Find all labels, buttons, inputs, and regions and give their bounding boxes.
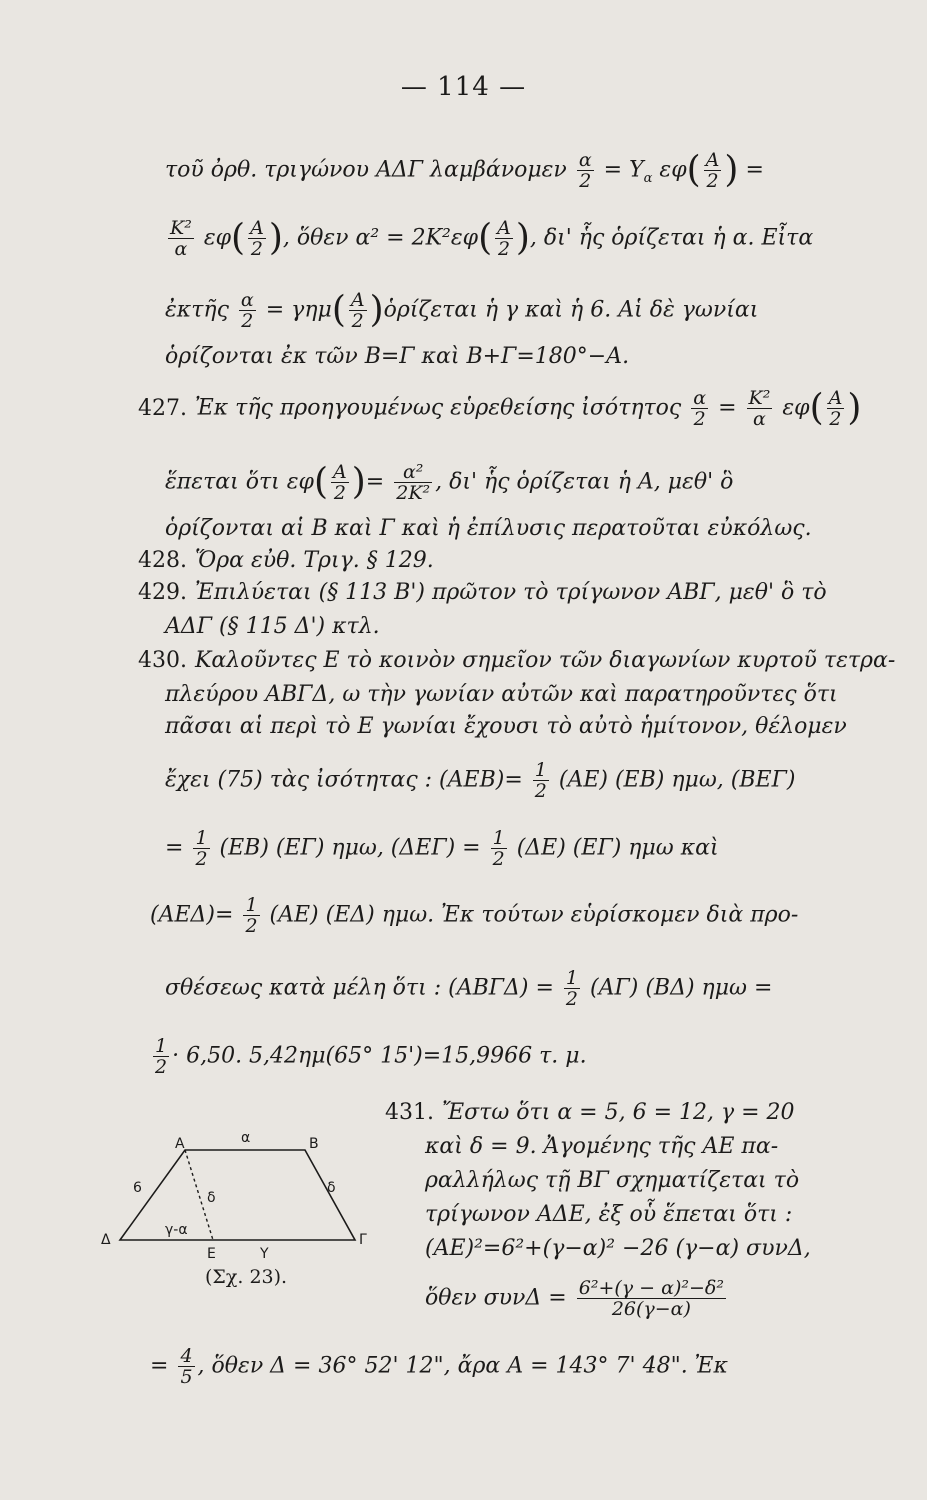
text-line-16: (ΑΕΔ)= $\frac{1}{2}$ (ΑΕ) (ΕΔ) ημω. Ἐκ τούτων εὑρίσκομεν διὰ προ- [150,894,799,937]
text-line-10: ΑΔΓ (§ 115 Δ') κτλ. [165,614,380,639]
text-line-14: ἔχει (75) τὰς ἰσότητας : (ΑΕΒ)= $\frac{1}{2}$ (ΑΕ) (ΕΒ) ημω, (ΒΕΓ) [165,759,796,802]
text-line-18: $\frac{1}{2}$ · 6,50. 5,42ημ(65° 15')=15,9966 τ. μ. [155,1035,587,1078]
text-line-25: = $\frac{4}{5}$ , ὅθεν Δ = 36° 52' 12", ἄρα Α = 143° 7' 48". Ἐκ [150,1345,728,1388]
segment-label-ga: γ-α [165,1222,188,1238]
vertex-label-A: Α [175,1136,185,1152]
text-line-7: ὁρίζονται αἱ Β καὶ Γ καὶ ἡ ἐπίλυσις περατοῦται εὐκόλως. [165,516,812,541]
figure-caption: (Σχ. 23). [205,1266,288,1288]
text-line-24: ὅθεν συνΔ = $\frac{\text{6²+(γ − α)²−δ²}}{26(\gamma-\alpha)}$ [425,1277,724,1320]
text-line-17: σθέσεως κατὰ μέλη ὅτι : (ΑΒΓΔ) = $\frac{1}{2}$ (ΑΓ) (ΒΔ) ημω = [165,967,773,1010]
vertex-label-D: Δ [101,1232,111,1248]
text-line-15: = $\frac{1}{2}$ (ΕΒ) (ΕΓ) ημω, (ΔΕΓ) = $\frac{1}{2}$ (ΔΕ) (ΕΓ) ημω καὶ [165,827,719,870]
point-label-Y: Υ [260,1246,269,1262]
text-line-6: ἕπεται ὅτι εφ( $\frac{A}{2}$ )= $\frac{\text{α²}}{\text{2Κ²}}$ , δι' ἧς ὁρίζεται ἡ Α, μεθ' ὃ [165,461,734,504]
text-line-13: πᾶσαι αἱ περὶ τὸ Ε γωνίαι ἔχουσι τὸ αὐτὸ ἡμίτονον, θέλομεν [165,714,847,739]
text-line-23: (ΑΕ)²=6²+(γ−α)² −26 (γ−α) συνΔ, [425,1236,811,1261]
point-label-E: Ε [207,1246,216,1262]
page-number: — 114 — [400,72,527,102]
text-line-1: τοῦ ὀρθ. τριγώνου ΑΔΓ λαμβάνομεν $\frac{\alpha}{2}$ = $\Upsilon_\alpha$ εφ( $\frac{A}{2}$ ) = [165,149,764,192]
text-line-19: 431. Ἔστω ὅτι α = 5, 6 = 12, γ = 20 [385,1100,795,1125]
text-line-21: ραλλήλως τῇ ΒΓ σχηματίζεται τὸ [425,1168,800,1193]
text-line-4: ὁρίζονται ἐκ τῶν Β=Γ καὶ Β+Γ=180°−Α. [165,344,630,369]
side-label-b: 6 [133,1180,142,1196]
text-line-9: 429. Ἐπιλύεται (§ 113 Β') πρῶτον τὸ τρίγωνον ΑΒΓ, μεθ' ὃ τὸ [138,580,827,605]
text-line-8: 428. Ὅρα εὐθ. Τριγ. § 129. [138,548,434,573]
text-line-22: τρίγωνον ΑΔΕ, ἐξ οὗ ἕπεται ὅτι : [425,1202,793,1227]
side-label-d: δ [207,1190,216,1206]
text-line-5: 427. Ἐκ τῆς προηγουμένως εὑρεθείσης ἰσότητος $\frac{\alpha}{2}$ = $\frac{\text{Κ²}}{\alpha}$ εφ( $\frac{A}{2}$ ) [138,387,862,430]
side-label-d2: δ [327,1180,336,1196]
text-line-20: καὶ δ = 9. Ἀγομένης τῆς ΑΕ πα- [425,1134,779,1159]
trapezoid-outline [120,1150,355,1240]
fraction: $\frac{\alpha}{2}$ [578,149,592,192]
vertex-label-B: Β [309,1136,319,1152]
side-label-a: α [241,1130,251,1146]
vertex-label-G: Γ [359,1232,367,1248]
text-line-3: ἐκτῆς $\frac{\alpha}{2}$ = γημ( $\frac{A}{2}$ )ὁρίζεται ἡ γ καὶ ἡ 6. Αἱ δὲ γωνίαι [165,289,759,332]
text-line-2: $\frac{\text{Κ²}}{\alpha}$ εφ( $\frac{A}{2}$ ), ὅθεν α² = 2Κ²εφ( $\frac{A}{2}$ ), δι' ἧς ὁρίζεται ἡ α. Εἶτα [170,217,814,260]
text-line-12: πλεύρου ΑΒΓΔ, ω τὴν γωνίαν αὐτῶν καὶ παρατηροῦντες ὅτι [165,682,838,707]
text-line-11: 430. Καλοῦντες Ε τὸ κοινὸν σημεῖον τῶν διαγωνίων κυρτοῦ τετρα- [138,648,896,673]
